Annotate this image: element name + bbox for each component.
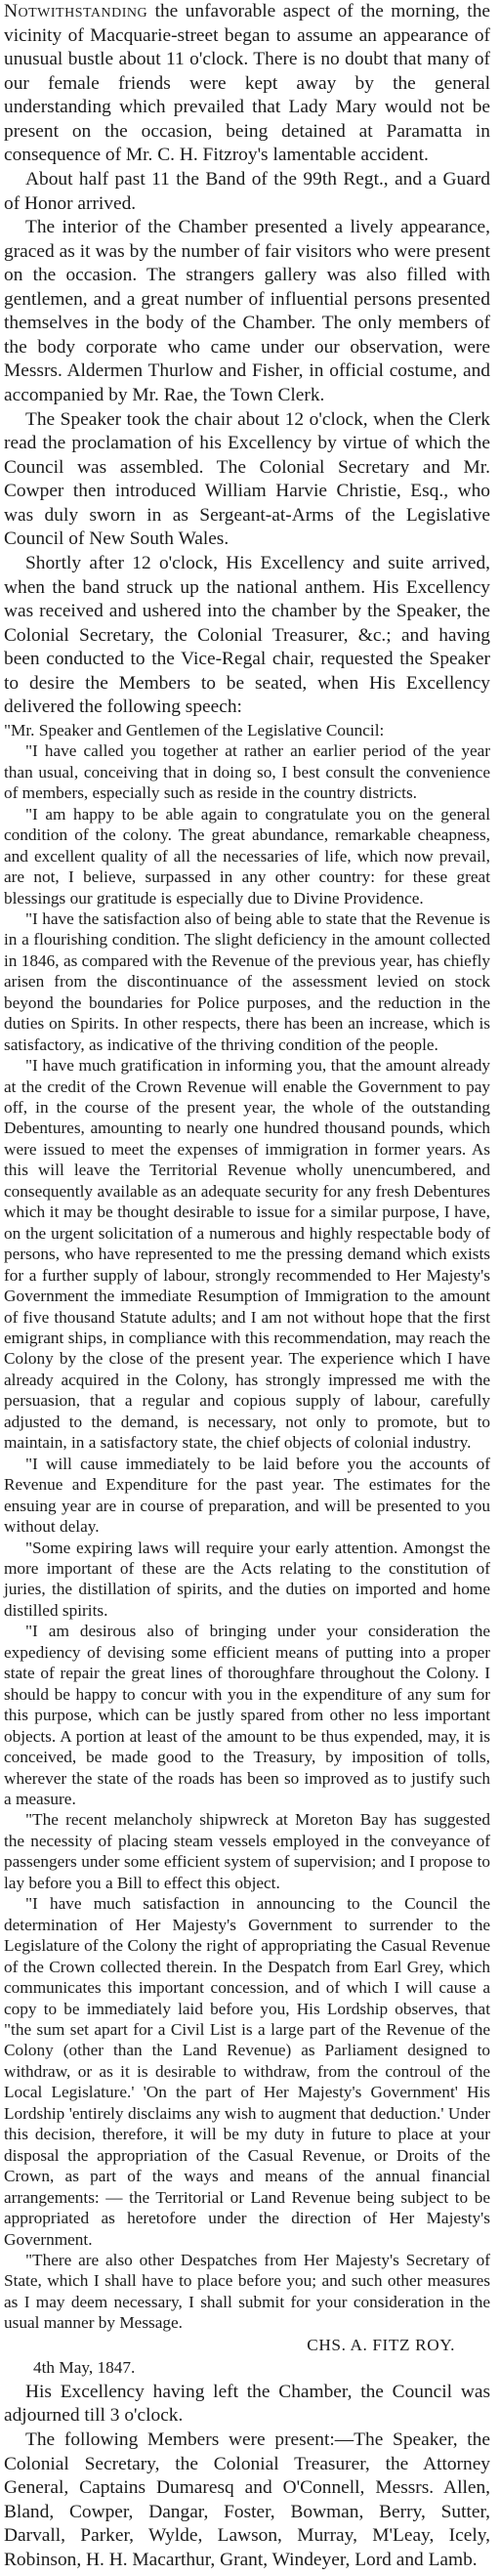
- article-paragraph-1: [4, 0, 490, 168]
- article-paragraph-3: The interior of the Chamber presented a lively appearance, graced as it was by the number of fair visitors who were present on the occasion. The strangers gallery was also filled with gentlemen, and a great number of influential persons presented themselves in the body of the Chamber. The only members of the body corporate who came under our observation, were Messrs. Aldermen Thurlow and Fisher, in official costume, and accompanied by Mr. Rae, the Town Clerk.: [4, 217, 490, 405]
- article-paragraph-adjourned: His Excellency having left the Chamber, the Council was adjourned till 3 o'clock.: [4, 2381, 490, 2427]
- speech-paragraph-9: "I have much satisfaction in announcing to the Council the determination of Her Majesty's Government to surrender to the Legislature of the Colony the right of appropriating the Casual Revenue of the Crown collected therein. In the Despatch from Earl Grey, which communicates this important concession, and of which I will cause a copy to be immediately laid before you, His Lordship observes, that "the sum set apart for a Civil List is a large part of the Revenue of the Colony (other than the Land Revenue) as Parliament designed to withdraw, or as it is desirable to withdraw, from the controul of the Local Legislature.' 'On the part of Her Majesty's Government' His Lordship 'entirely disclaims any wish to augment that deduction.' Under this decision, therefore, it will be my duty in future to place at your disposal the appropriation of the Casual Revenue, or Droits of the Crown, as part of the ways and means of the annual financial arrangements: — the Territorial or Land Revenue being subject to be appropriated as heretofore under the direction of Her Majesty's Government.: [4, 1894, 490, 2249]
- speech-paragraph-8: "The recent melancholy shipwreck at Moreton Bay has suggested the necessity of placing steam vessels employed in the conveyance of passengers under some efficient system of supervision; and I propose to lay before you a Bill to effect this object.: [4, 1810, 490, 1892]
- speech-paragraph-2: "I am happy to be able again to congratulate you on the general condition of the colony. The great abundance, remarkable cheapness, and excellent quality of all the necessaries of life, which now prevail, are not, I believe, surpassed in any other country: for these great blessings our gratitude is especially due to Divine Providence.: [4, 804, 490, 908]
- paragraph-text: the unfavorable aspect of the morning, the vicinity of Macquarie-street began to assume an appearance of unusual bustle about 11 o'clock. There is no doubt that many of our female friends were kept away by the general understanding which prevailed that Lady Mary would not be present on the occasion, being detained at Paramatta in consequence of Mr. C. H. Fitzroy's lamentable accident.: [4, 1, 490, 166]
- speech-paragraph-1: "I have called you together at rather an earlier period of the year than usual, conceiving that in doing so, I best consult the convenience of members, especially such as reside in the country districts.: [4, 741, 490, 803]
- article-paragraph-4: The Speaker took the chair about 12 o'clock, when the Clerk read the proclamation of his Excellency by virtue of which the Council was assembled. The Colonial Secretary and Mr. Cowper then introduced William Harvie Christie, Esq., who was duly sworn in as Sergeant-at-Arms of the Legislative Council of New South Wales.: [4, 408, 490, 550]
- article-paragraph-2: About half past 11 the Band of the 99th Regt., and a Guard of Honor arrived.: [4, 168, 490, 214]
- speech-paragraph-3: "I have the satisfaction also of being able to state that the Revenue is in a flourishing condition. The slight deficiency in the amount collected in 1846, as compared with the Revenue of the previous year, has chiefly arisen from the discontinuance of the assessment levied on stock beyond the boundaries for Police purposes, and the reduction in the duties on Spirits. In other respects, there has been an increase, which is satisfactory, as indicative of the thriving condition of the people.: [4, 908, 490, 1054]
- speech-paragraph-5: "I will cause immediately to be laid before you the accounts of Revenue and Expenditure for the past year. The estimates for the ensuing year are in course of preparation, and will be presented to you without delay.: [4, 1454, 490, 1537]
- speech-paragraph-10: "There are also other Despatches from Her Majesty's Secretary of State, which I shall have to place before you; and such other measures as I may deem necessary, I shall submit for your consideration in the usual manner by Message.: [4, 2250, 490, 2333]
- article-column: [4, 0, 490, 2572]
- speech-date: 4th May, 1847.: [33, 2357, 136, 2377]
- opening-word: Notwithstanding: [4, 1, 148, 21]
- speech-paragraph-6: "Some expiring laws will require your early attention. Amongst the more important of these are the Acts relating to the constitution of juries, the distillation of spirits, and the duties on imported and home distilled spirits.: [4, 1538, 490, 1620]
- speech-salutation: "Mr. Speaker and Gentlemen of the Legislative Council:: [4, 720, 385, 739]
- article-paragraph-members-present: The following Members were present:—The Speaker, the Colonial Secretary, the Colonial Treasurer, the Attorney General, Captains Dumaresq and O'Connell, Messrs. Allen, Bland, Cowper, Dangar, Foster, Bowman, Berry, Sutter, Darvall, Parker, Wylde, Lawson, Murray, M'Leay, Icely, Robinson, H. H. Macarthur, Grant, Windeyer, Lord and Lamb.: [4, 2428, 490, 2570]
- speech-paragraph-7: "I am desirous also of bringing under your consideration the expediency of devising some efficient means of putting into a proper state of repair the great lines of thoroughfare throughout the Colony. I should be happy to concur with you in the expenditure of any sum for this purpose, which can be justly spared from other no less important objects. A portion at least of the amount to be thus expended, may, it is conceived, be made good to the Treasury, by imposition of tolls, wherever the state of the roads has been so improved as to justify such a measure.: [4, 1622, 490, 1808]
- article-paragraph-5: Shortly after 12 o'clock, His Excellency and suite arrived, when the band struck up the national anthem. His Excellency was received and ushered into the chamber by the Speaker, the Colonial Secretary, the Colonial Treasurer, &c.; and having been conducted to the Vice-Regal chair, requested the Speaker to desire the Members to be seated, when His Excellency delivered the following speech:: [4, 552, 490, 718]
- speech-signature: CHS. A. FITZ ROY.: [307, 2335, 455, 2354]
- speech-paragraph-4: "I have much gratification in informing you, that the amount already at the credit of the Crown Revenue will enable the Government to pay off, in the course of the present year, the whole of the outstanding Debentures, amounting to nearly one hundred thousand pounds, which were issued to meet the expenses of immigration in former years. As this will leave the Territorial Revenue wholly unencumbered, and consequently available as an adequate security for any fresh Debentures which it may be thought desirable to issue for a similar purpose, I have, on the urgent solicitation of a numerous and highly respectable body of persons, who have represented to me the pressing demand which exists for a further supply of labour, strongly recommended to Her Majesty's Government the immediate Resumption of Immigration to the amount of five thousand Statute adults; and I am not without hope that the first emigrant ships, in compliance with this recommendation, may reach the Colony by the close of the present year. The experience which I have already acquired in the Colony, has strongly impressed me with the persuasion, that a regular and copious supply of labour, carefully adjusted to the demand, is necessary, not only to promote, but to maintain, in a satisfactory state, the chief objects of colonial industry.: [4, 1056, 490, 1453]
